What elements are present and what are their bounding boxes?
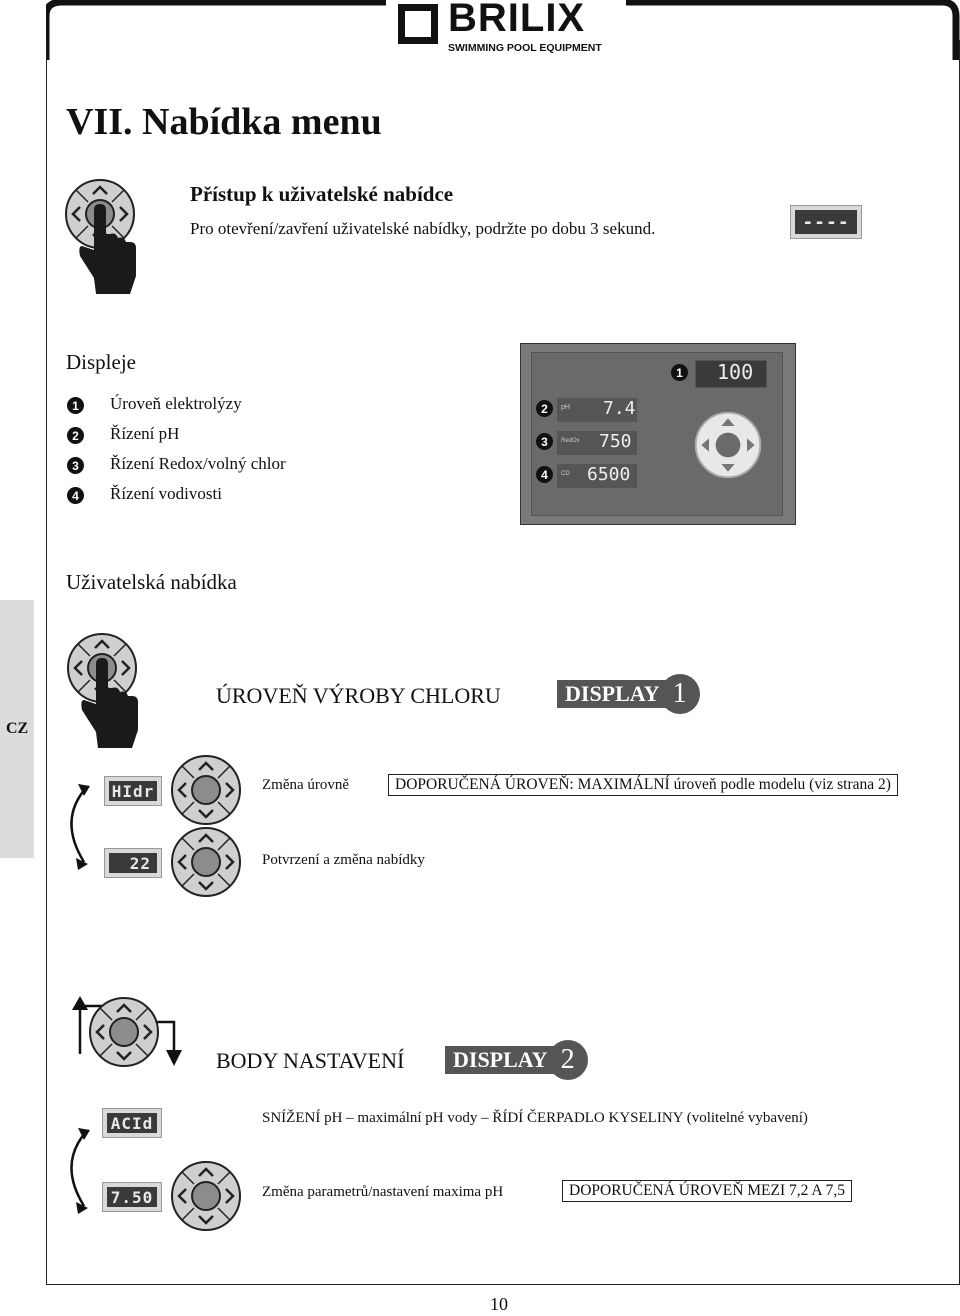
section1-cycle-arrow-icon — [56, 780, 96, 870]
section1-display-tag — [557, 676, 700, 712]
language-tab-label: CZ — [6, 720, 29, 737]
section1-row1-box: DOPORUČENÁ ÚROVEŇ: MAXIMÁLNÍ úroveň podle modelu (viz strana 2) — [388, 774, 898, 796]
section2-lcd-a-value: ACId — [107, 1113, 157, 1133]
section1-row2-label: Potvrzení a změna nabídky — [262, 852, 425, 868]
panel-display-2-value: 7.4 — [603, 398, 636, 419]
section2-display-tag — [445, 1042, 588, 1078]
logo-square-icon — [398, 4, 438, 44]
section2-lcd-b-value: 7.50 — [107, 1187, 157, 1207]
display-item-1-number: 1 — [67, 397, 84, 414]
section2-cycle-arrow-icon — [56, 1124, 96, 1214]
panel-display-3-number: 3 — [536, 433, 553, 450]
brand-tagline: SWIMMING POOL EQUIPMENT — [448, 42, 602, 54]
access-lcd — [790, 205, 862, 239]
display-item-3-number: 3 — [67, 457, 84, 474]
section1-lcd-a-value: HIdr — [109, 781, 157, 801]
page-title: VII. Nabídka menu — [66, 101, 382, 143]
section1-row1-label: Změna úrovně — [262, 777, 350, 793]
control-panel-image — [520, 343, 796, 525]
access-lcd-value: ---- — [795, 210, 857, 234]
panel-display-1-number: 1 — [671, 364, 688, 381]
display-item-1-label: Úroveň elektrolýzy — [110, 394, 242, 413]
panel-display-2-number: 2 — [536, 400, 553, 417]
page-number: 10 — [490, 1294, 508, 1314]
panel-display-3-tag: RedOx — [561, 438, 580, 444]
section1-dpad-a-icon — [168, 752, 244, 828]
display-item-4-number: 4 — [67, 487, 84, 504]
panel-dpad-icon — [693, 410, 763, 480]
display-item-2-number: 2 — [67, 427, 84, 444]
section2-lcd-a — [102, 1108, 162, 1138]
access-heading: Přístup k uživatelské nabídce — [190, 182, 454, 206]
section2-display-label: DISPLAY — [445, 1046, 556, 1074]
panel-display-4-tag: CD — [561, 471, 570, 477]
panel-display-1-value: 100 — [717, 360, 754, 384]
section1-lcd-b — [104, 848, 162, 878]
hold-button-illustration — [60, 176, 150, 306]
section2-display-number: 2 — [548, 1040, 588, 1080]
section2-title: BODY NASTAVENÍ — [216, 1048, 405, 1073]
section1-dpad-b-icon — [168, 824, 244, 900]
section1-hold-button-illustration — [62, 630, 152, 760]
panel-display-4-value: 6500 — [587, 464, 631, 485]
display-item-2-label: Řízení pH — [110, 424, 180, 443]
section2-row2-box: DOPORUČENÁ ÚROVEŇ MEZI 7,2 A 7,5 — [562, 1180, 852, 1202]
brand-name: BRILIX — [448, 0, 586, 40]
display-item-4-label: Řízení vodivosti — [110, 484, 222, 503]
section2-row2-label: Změna parametrů/nastavení maxima pH — [262, 1184, 504, 1200]
section1-display-label: DISPLAY — [557, 680, 668, 708]
display-item-3-label: Řízení Redox/volný chlor — [110, 454, 286, 473]
displays-heading: Displeje — [66, 350, 136, 374]
section2-dpad-icon — [168, 1158, 244, 1234]
user-menu-heading: Uživatelská nabídka — [66, 570, 237, 594]
panel-display-4-number: 4 — [536, 466, 553, 483]
section1-title: ÚROVEŇ VÝROBY CHLORU — [216, 683, 501, 708]
section2-lcd-b — [102, 1182, 162, 1212]
section1-display-number: 1 — [660, 674, 700, 714]
access-text: Pro otevření/zavření uživatelské nabídky, podržte po dobu 3 sekund. — [190, 219, 656, 238]
section1-lcd-a — [104, 776, 162, 806]
section2-navigate-illustration — [62, 994, 192, 1074]
panel-display-2-tag: pH — [561, 404, 570, 411]
panel-display-3-value: 750 — [599, 431, 632, 452]
section2-row1-label: SNÍŽENÍ pH – maximální pH vody – ŘÍDÍ ČERPADLO KYSELINY (volitelné vybavení) — [262, 1110, 808, 1126]
section1-lcd-b-value: 22 — [109, 853, 157, 873]
